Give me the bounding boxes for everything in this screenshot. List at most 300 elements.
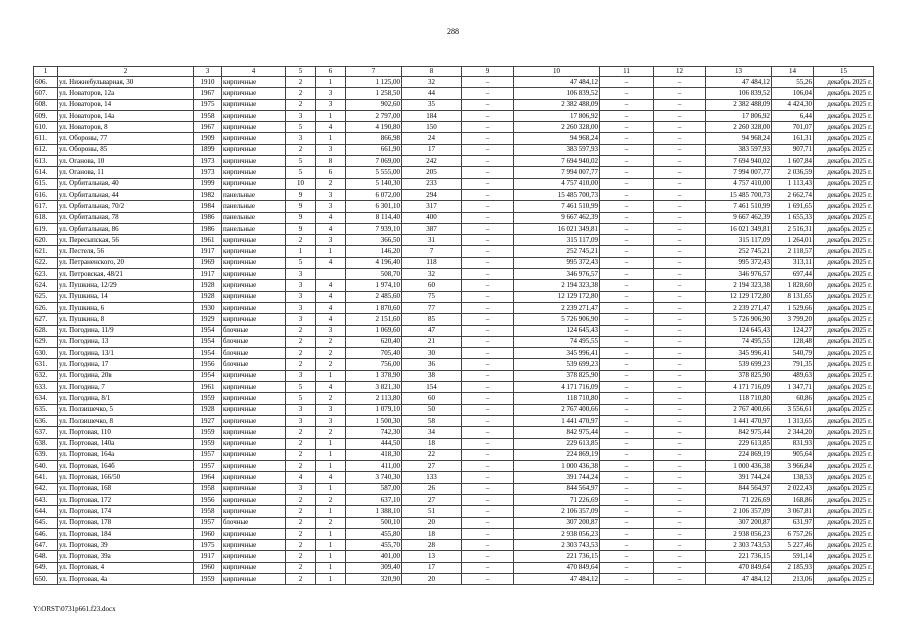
cell-address: ул. Портовая, 178 [58,517,194,528]
cell-cost-col-11: – [600,88,654,99]
cell-cost-sum: 12 129 172,80 [706,291,772,302]
cell-deadline: декабрь 2025 г. [814,382,874,393]
cell-cost-total: 47 484,12 [514,574,600,585]
cell-year-built: 1986 [194,212,222,223]
cell-cost-col-12: – [654,404,706,415]
cell-cost-total: 2 938 056,23 [514,528,600,539]
cell-deadline: декабрь 2025 г. [814,144,874,155]
cell-cost-col-12: – [654,382,706,393]
cell-deadline: декабрь 2025 г. [814,189,874,200]
cell-cost-sum: 15 485 700,73 [706,189,772,200]
cell-address: ул. Портовая, 4а [58,574,194,585]
table-row [34,483,874,494]
cell-area: 5 140,30 [346,178,402,189]
cell-row-number: 638. [34,438,58,449]
table-row [34,223,874,234]
cell-cost-total: 2 194 323,38 [514,280,600,291]
cell-residents: 58 [402,415,462,426]
cell-cost-col-12: – [654,551,706,562]
table-row [34,167,874,178]
cell-address: ул. Пушкина, 12/29 [58,280,194,291]
cell-area: 8 114,40 [346,212,402,223]
cell-residents: 133 [402,472,462,483]
cell-floors: 3 [286,483,316,494]
cell-cost-col-9: – [462,144,514,155]
cell-year-built: 1984 [194,201,222,212]
table-row [34,156,874,167]
header-cell-9: 9 [462,67,514,77]
cell-deadline: декабрь 2025 г. [814,517,874,528]
cell-entrances: 4 [316,223,346,234]
header-cell-6: 6 [316,67,346,77]
cell-row-number: 621. [34,246,58,257]
cell-deadline: декабрь 2025 г. [814,246,874,257]
cell-floors: 2 [286,325,316,336]
cell-cost-sum: 307 200,87 [706,517,772,528]
cell-cost-total: 2 767 400,66 [514,404,600,415]
cell-cost-col-9: – [462,167,514,178]
cell-cost-total: 383 597,93 [514,144,600,155]
cell-floors: 2 [286,88,316,99]
cell-floors: 2 [286,517,316,528]
cell-residents: 17 [402,144,462,155]
cell-cost-per-sqm: 905,64 [772,449,814,460]
cell-cost-total: 2 239 271,47 [514,302,600,313]
cell-year-built: 1954 [194,325,222,336]
cell-deadline: декабрь 2025 г. [814,212,874,223]
cell-cost-total: 307 200,87 [514,517,600,528]
table-row [34,517,874,528]
cell-row-number: 632. [34,370,58,381]
cell-wall-material: блочные [222,517,286,528]
cell-cost-sum: 71 226,69 [706,494,772,505]
footer-file-path: Y:\ORST\0731p661.f23.docx [33,605,116,613]
cell-residents: 75 [402,291,462,302]
cell-area: 1 388,10 [346,506,402,517]
cell-deadline: декабрь 2025 г. [814,359,874,370]
cell-entrances: 4 [316,314,346,325]
cell-cost-col-12: – [654,494,706,505]
cell-cost-col-12: – [654,201,706,212]
cell-area: 1 258,50 [346,88,402,99]
cell-floors: 3 [286,404,316,415]
cell-wall-material: кирпичные [222,382,286,393]
cell-cost-total: 47 484,12 [514,77,600,88]
cell-year-built: 1975 [194,540,222,551]
cell-cost-col-9: – [462,201,514,212]
cell-floors: 4 [286,472,316,483]
cell-cost-col-11: – [600,235,654,246]
cell-entrances: 1 [316,528,346,539]
cell-entrances: 4 [316,302,346,313]
cell-address: ул. Погодина, 13/1 [58,348,194,359]
cell-cost-sum: 221 736,15 [706,551,772,562]
cell-cost-total: 124 645,43 [514,325,600,336]
header-cell-4: 4 [222,67,286,77]
header-cell-7: 7 [346,67,402,77]
cell-area: 411,00 [346,461,402,472]
cell-floors: 5 [286,382,316,393]
cell-deadline: декабрь 2025 г. [814,77,874,88]
header-cell-3: 3 [194,67,222,77]
cell-deadline: декабрь 2025 г. [814,122,874,133]
cell-cost-col-9: – [462,393,514,404]
cell-cost-sum: 74 495,55 [706,336,772,347]
cell-area: 455,70 [346,540,402,551]
cell-year-built: 1961 [194,235,222,246]
cell-entrances: 4 [316,257,346,268]
cell-address: ул. Обороны, 85 [58,144,194,155]
cell-row-number: 637. [34,427,58,438]
cell-floors: 2 [286,528,316,539]
cell-cost-col-12: – [654,156,706,167]
cell-cost-total: 1 441 470,97 [514,415,600,426]
cell-cost-total: 4 757 410,00 [514,178,600,189]
table-row [34,494,874,505]
cell-cost-sum: 2 239 271,47 [706,302,772,313]
header-cell-1: 1 [34,67,58,77]
cell-floors: 2 [286,551,316,562]
cell-cost-per-sqm: 60,86 [772,393,814,404]
cell-cost-col-12: – [654,167,706,178]
cell-wall-material: кирпичные [222,551,286,562]
cell-year-built: 1975 [194,99,222,110]
cell-wall-material: кирпичные [222,494,286,505]
cell-residents: 18 [402,438,462,449]
cell-deadline: декабрь 2025 г. [814,336,874,347]
table-row [34,280,874,291]
cell-cost-per-sqm: 168,86 [772,494,814,505]
header-row [34,67,874,77]
cell-entrances: 6 [316,167,346,178]
cell-cost-col-12: – [654,370,706,381]
cell-row-number: 639. [34,449,58,460]
cell-cost-col-12: – [654,472,706,483]
cell-cost-col-12: – [654,461,706,472]
cell-wall-material: кирпичные [222,235,286,246]
cell-wall-material: кирпичные [222,393,286,404]
cell-cost-col-12: – [654,77,706,88]
table-row [34,461,874,472]
table-row [34,235,874,246]
cell-floors: 3 [286,280,316,291]
cell-deadline: декабрь 2025 г. [814,483,874,494]
cell-year-built: 1954 [194,370,222,381]
cell-cost-per-sqm: 489,63 [772,370,814,381]
cell-cost-total: 995 372,43 [514,257,600,268]
cell-address: ул. Портовая, 168 [58,483,194,494]
cell-wall-material: кирпичные [222,415,286,426]
cell-cost-sum: 118 710,80 [706,393,772,404]
cell-cost-per-sqm: 1 113,43 [772,178,814,189]
cell-cost-per-sqm: 2 036,59 [772,167,814,178]
cell-residents: 27 [402,494,462,505]
cell-deadline: декабрь 2025 г. [814,201,874,212]
cell-residents: 26 [402,483,462,494]
cell-address: ул. Ползишечко, 8 [58,415,194,426]
cell-area: 2 113,80 [346,393,402,404]
cell-year-built: 1910 [194,77,222,88]
cell-cost-sum: 2 194 323,38 [706,280,772,291]
cell-deadline: декабрь 2025 г. [814,133,874,144]
cell-row-number: 650. [34,574,58,585]
cell-residents: 44 [402,88,462,99]
cell-floors: 5 [286,122,316,133]
cell-floors: 2 [286,461,316,472]
table-row [34,122,874,133]
cell-residents: 24 [402,133,462,144]
table-row [34,257,874,268]
cell-cost-per-sqm: 1 607,84 [772,156,814,167]
cell-deadline: декабрь 2025 г. [814,562,874,573]
cell-year-built: 1899 [194,144,222,155]
cell-cost-col-11: – [600,461,654,472]
cell-cost-col-11: – [600,449,654,460]
cell-wall-material: кирпичные [222,144,286,155]
cell-area: 146,20 [346,246,402,257]
cell-cost-col-12: – [654,144,706,155]
cell-cost-col-9: – [462,415,514,426]
cell-cost-col-9: – [462,336,514,347]
cell-cost-per-sqm: 3 966,84 [772,461,814,472]
cell-year-built: 1930 [194,302,222,313]
cell-cost-sum: 995 372,43 [706,257,772,268]
cell-floors: 2 [286,438,316,449]
cell-deadline: декабрь 2025 г. [814,540,874,551]
cell-cost-col-11: – [600,506,654,517]
cell-cost-col-11: – [600,257,654,268]
cell-entrances: 2 [316,348,346,359]
cell-cost-col-9: – [462,156,514,167]
header-cell-8: 8 [402,67,462,77]
cell-cost-col-9: – [462,483,514,494]
cell-address: ул. Орбитальная, 70/2 [58,201,194,212]
cell-residents: 77 [402,302,462,313]
cell-cost-total: 7 461 510,99 [514,201,600,212]
cell-floors: 3 [286,269,316,280]
cell-entrances [316,269,346,280]
cell-cost-col-12: – [654,291,706,302]
cell-entrances: 1 [316,110,346,121]
cell-address: ул. Портовая, 140а [58,438,194,449]
cell-area: 6 072,00 [346,189,402,200]
cell-row-number: 644. [34,506,58,517]
cell-cost-col-11: – [600,133,654,144]
cell-year-built: 1982 [194,189,222,200]
table-row [34,110,874,121]
cell-area: 366,50 [346,235,402,246]
cell-cost-col-12: – [654,438,706,449]
cell-cost-col-9: – [462,314,514,325]
cell-wall-material: кирпичные [222,302,286,313]
cell-address: ул. Новаторов, 14 [58,99,194,110]
header-cell-15: 15 [814,67,874,77]
cell-entrances: 3 [316,415,346,426]
cell-area: 866,98 [346,133,402,144]
cell-row-number: 625. [34,291,58,302]
cell-residents: 85 [402,314,462,325]
cell-cost-col-9: – [462,122,514,133]
cell-address: ул. Погодина, 8/1 [58,393,194,404]
cell-cost-col-11: – [600,314,654,325]
cell-deadline: декабрь 2025 г. [814,348,874,359]
cell-area: 661,90 [346,144,402,155]
cell-residents: 294 [402,189,462,200]
cell-entrances: 3 [316,99,346,110]
cell-area: 444,50 [346,438,402,449]
cell-cost-total: 315 117,09 [514,235,600,246]
cell-cost-col-9: – [462,438,514,449]
cell-cost-sum: 4 757 410,00 [706,178,772,189]
cell-cost-per-sqm: 3 799,20 [772,314,814,325]
cell-area: 742,30 [346,427,402,438]
cell-cost-total: 229 613,85 [514,438,600,449]
cell-entrances: 8 [316,156,346,167]
cell-row-number: 620. [34,235,58,246]
cell-cost-total: 2 303 743,53 [514,540,600,551]
cell-cost-col-9: – [462,291,514,302]
cell-residents: 36 [402,359,462,370]
cell-residents: 51 [402,506,462,517]
cell-wall-material: кирпичные [222,370,286,381]
cell-deadline: декабрь 2025 г. [814,269,874,280]
cell-cost-col-12: – [654,506,706,517]
cell-cost-per-sqm: 791,35 [772,359,814,370]
cell-cost-per-sqm: 8 131,65 [772,291,814,302]
cell-cost-col-9: – [462,494,514,505]
cell-floors: 3 [286,314,316,325]
cell-residents: 31 [402,235,462,246]
cell-address: ул. Портовая, 39а [58,551,194,562]
cell-area: 7 939,10 [346,223,402,234]
cell-area: 756,00 [346,359,402,370]
cell-wall-material: кирпичные [222,438,286,449]
cell-cost-col-11: – [600,540,654,551]
cell-year-built: 1964 [194,472,222,483]
cell-entrances: 3 [316,189,346,200]
cell-cost-col-9: – [462,506,514,517]
cell-residents: 154 [402,382,462,393]
cell-cost-sum: 470 849,64 [706,562,772,573]
cell-floors: 3 [286,415,316,426]
cell-floors: 2 [286,449,316,460]
cell-cost-col-12: – [654,280,706,291]
cell-cost-col-9: – [462,382,514,393]
cell-cost-total: 224 869,19 [514,449,600,460]
cell-cost-col-12: – [654,302,706,313]
cell-cost-col-12: – [654,110,706,121]
cell-cost-col-12: – [654,133,706,144]
cell-deadline: декабрь 2025 г. [814,461,874,472]
cell-deadline: декабрь 2025 г. [814,472,874,483]
cell-row-number: 628. [34,325,58,336]
cell-year-built: 1959 [194,438,222,449]
cell-entrances: 1 [316,246,346,257]
table-row [34,201,874,212]
cell-area: 3 821,30 [346,382,402,393]
cell-wall-material: кирпичные [222,506,286,517]
cell-residents: 60 [402,280,462,291]
cell-deadline: декабрь 2025 г. [814,574,874,585]
cell-residents: 400 [402,212,462,223]
cell-floors: 2 [286,99,316,110]
cell-cost-col-9: – [462,110,514,121]
cell-year-built: 1954 [194,348,222,359]
cell-floors: 2 [286,235,316,246]
cell-cost-sum: 9 667 462,39 [706,212,772,223]
cell-cost-col-12: – [654,427,706,438]
cell-wall-material: кирпичные [222,246,286,257]
cell-floors: 3 [286,291,316,302]
table-row [34,189,874,200]
cell-wall-material: кирпичные [222,269,286,280]
table-row [34,438,874,449]
cell-cost-col-12: – [654,540,706,551]
cell-wall-material: кирпичные [222,156,286,167]
cell-cost-total: 74 495,55 [514,336,600,347]
cell-address: ул. Новаторов, 14а [58,110,194,121]
cell-year-built: 1961 [194,382,222,393]
cell-cost-total: 470 849,64 [514,562,600,573]
cell-deadline: декабрь 2025 г. [814,178,874,189]
cell-year-built: 1929 [194,314,222,325]
table-row [34,133,874,144]
cell-cost-col-11: – [600,99,654,110]
cell-address: ул. Портовая, 4 [58,562,194,573]
cell-deadline: декабрь 2025 г. [814,99,874,110]
cell-cost-sum: 224 869,19 [706,449,772,460]
cell-cost-total: 2 106 357,09 [514,506,600,517]
cell-address: ул. Орбитальная, 86 [58,223,194,234]
cell-cost-total: 345 996,41 [514,348,600,359]
cell-address: ул. Орбитальная, 44 [58,189,194,200]
table-row [34,528,874,539]
cell-entrances: 2 [316,359,346,370]
cell-cost-per-sqm: 2 022,43 [772,483,814,494]
cell-address: ул. Орбитальная, 40 [58,178,194,189]
cell-cost-col-11: – [600,144,654,155]
cell-row-number: 642. [34,483,58,494]
cell-wall-material: кирпичные [222,404,286,415]
cell-residents: 34 [402,427,462,438]
cell-address: ул. Погодина, 13 [58,336,194,347]
cell-row-number: 619. [34,223,58,234]
cell-cost-col-11: – [600,178,654,189]
cell-cost-col-11: – [600,472,654,483]
cell-cost-col-9: – [462,88,514,99]
cell-row-number: 645. [34,517,58,528]
cell-year-built: 1917 [194,246,222,257]
cell-cost-col-11: – [600,528,654,539]
cell-cost-col-11: – [600,415,654,426]
header-cell-5: 5 [286,67,316,77]
cell-cost-col-9: – [462,212,514,223]
cell-cost-col-9: – [462,178,514,189]
cell-address: ул. Оганова, 11 [58,167,194,178]
table-row [34,269,874,280]
cell-row-number: 611. [34,133,58,144]
cell-entrances: 1 [316,77,346,88]
cell-cost-sum: 383 597,93 [706,144,772,155]
cell-entrances: 4 [316,472,346,483]
cell-cost-col-12: – [654,178,706,189]
cell-floors: 3 [286,302,316,313]
cell-wall-material: кирпичные [222,540,286,551]
cell-area: 2 151,60 [346,314,402,325]
cell-wall-material: панельные [222,189,286,200]
cell-year-built: 1960 [194,528,222,539]
cell-row-number: 627. [34,314,58,325]
